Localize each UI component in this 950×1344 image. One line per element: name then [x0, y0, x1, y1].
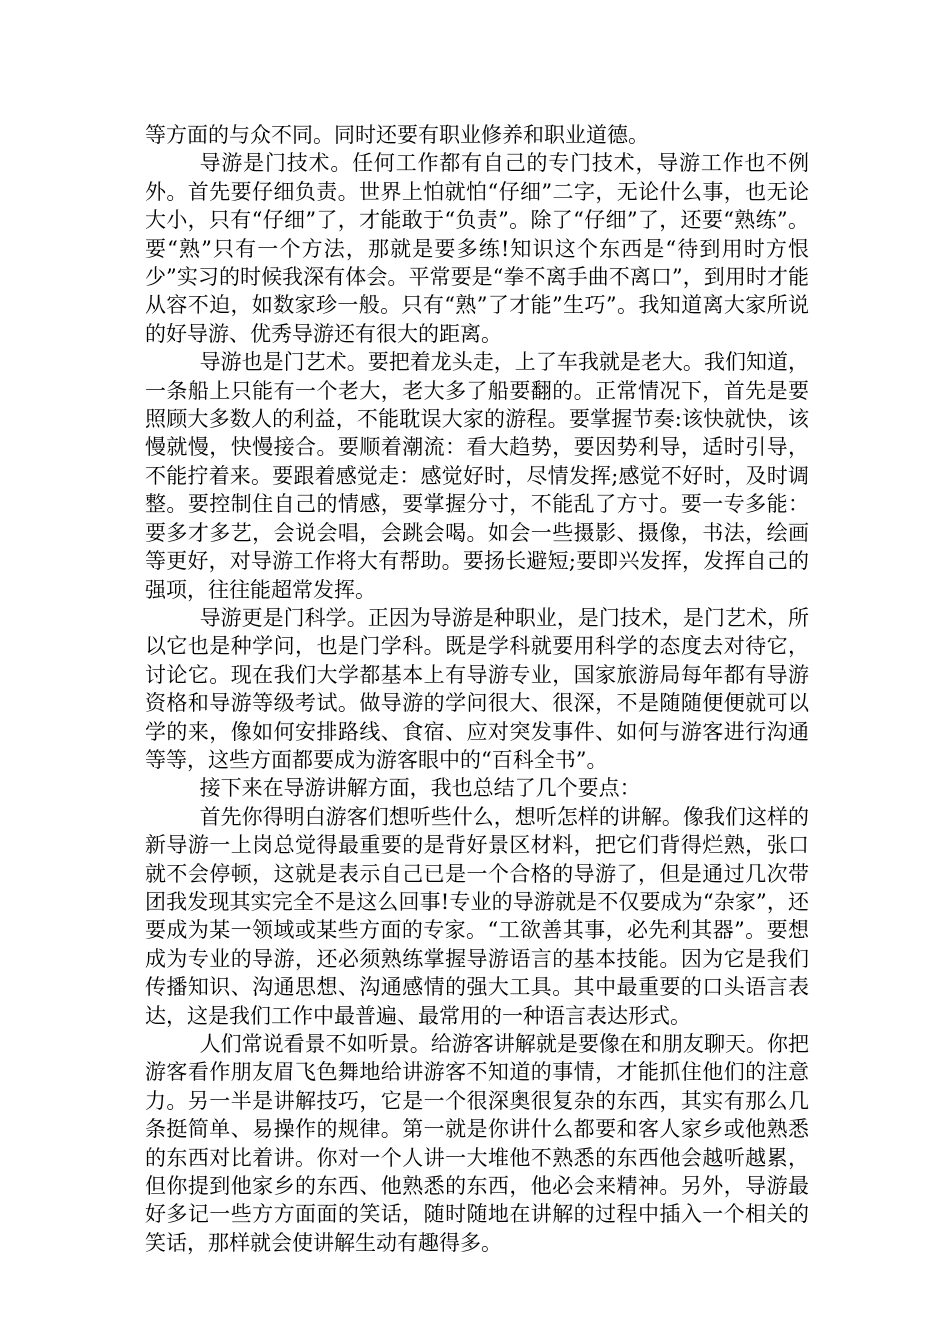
paragraph-7: 人们常说看景不如听景。给游客讲解就是要像在和朋友聊天。你把游客看作朋友眉飞色舞地给讲游客不知道的事情，才能抓住他们的注意力。另一半是讲解技巧，它是一个很深奥很复杂的东西，其实有那么几条挺简单、易操作的规律。第一就是你讲什么都要和客人家乡或他熟悉的东西对比着讲。你对一个人讲一大堆他不熟悉的东西他会越听越累，但你提到他家乡的东西、他熟悉的东西，他必会来精神。另外，导游最好多记一些方方面面的笑话，随时随地在讲解的过程中插入一个相关的笑话，那样就会使讲解生动有趣得多。 [145, 1032, 809, 1255]
paragraph-2: 导游是门技术。任何工作都有自己的专门技术，导游工作也不例外。首先要仔细负责。世界上怕就怕“仔细”二字，无论什么事，也无论大小，只有“仔细”了，才能敢于“负责”。除了“仔细”了，还要“熟练”。要“熟”只有一个方法，那就是要多练!知识这个东西是“待到用时方恨少”实习的时候我深有体会。平常要是“拳不离手曲不离口”，到用时才能从容不迫，如数家珍一般。只有“熟”了才能”生巧”。我知道离大家所说的好导游、优秀导游还有很大的距离。 [145, 151, 809, 346]
paragraph-1: 等方面的与众不同。同时还要有职业修养和职业道德。 [145, 123, 649, 147]
paragraph-6: 首先你得明白游客们想听些什么，想听怎样的讲解。像我们这样的新导游一上岗总觉得最重要的是背好景区材料，把它们背得烂熟，张口就不会停顿，这就是表示自己已是一个合格的导游了，但是通过几次带团我发现其实完全不是这么回事!专业的导游就是不仅要成为“杂家”，还要成为某一领域或某些方面的专家。“工欲善其事，必先利其器”。要想成为专业的导游，还必须熟练掌握导游语言的基本技能。因为它是我们传播知识、沟通思想、沟通感情的强大工具。其中最重要的口头语言表达，这是我们工作中最普遍、最常用的一种语言表达形式。 [145, 804, 809, 1028]
paragraph-3: 导游也是门艺术。要把着龙头走，上了车我就是老大。我们知道，一条船上只能有一个老大，老大多了船要翻的。正常情况下，首先是要照顾大多数人的利益，不能耽误大家的游程。要掌握节奏:该快就快，该慢就慢，快慢接合。要顺着潮流：看大趋势，要因势利导，适时引导，不能拧着来。要跟着感觉走：感觉好时，尽情发挥;感觉不好时，及时调整。要控制住自己的情感，要掌握分寸，不能乱了方寸。要一专多能：要多才多艺，会说会唱，会跳会喝。如会一些摄影、摄像，书法，绘画等更好，对导游工作将大有帮助。要扬长避短;要即兴发挥，发挥自己的强项，往往能超常发挥。 [145, 350, 809, 602]
document-page [145, 121, 809, 1257]
paragraph-5: 接下来在导游讲解方面，我也总结了几个要点： [199, 776, 641, 801]
paragraph-4: 导游更是门科学。正因为导游是种职业，是门技术，是门艺术，所以它也是种学问，也是门学科。既是学科就要用科学的态度去对待它，讨论它。现在我们大学都基本上有导游专业，国家旅游局每年都有导游资格和导游等级考试。做导游的学问很大、很深，不是随随便便就可以学的来，像如何安排路线、食宿、应对突发事件、如何与游客进行沟通等等，这些方面都要成为游客眼中的“百科全书”。 [145, 605, 809, 772]
